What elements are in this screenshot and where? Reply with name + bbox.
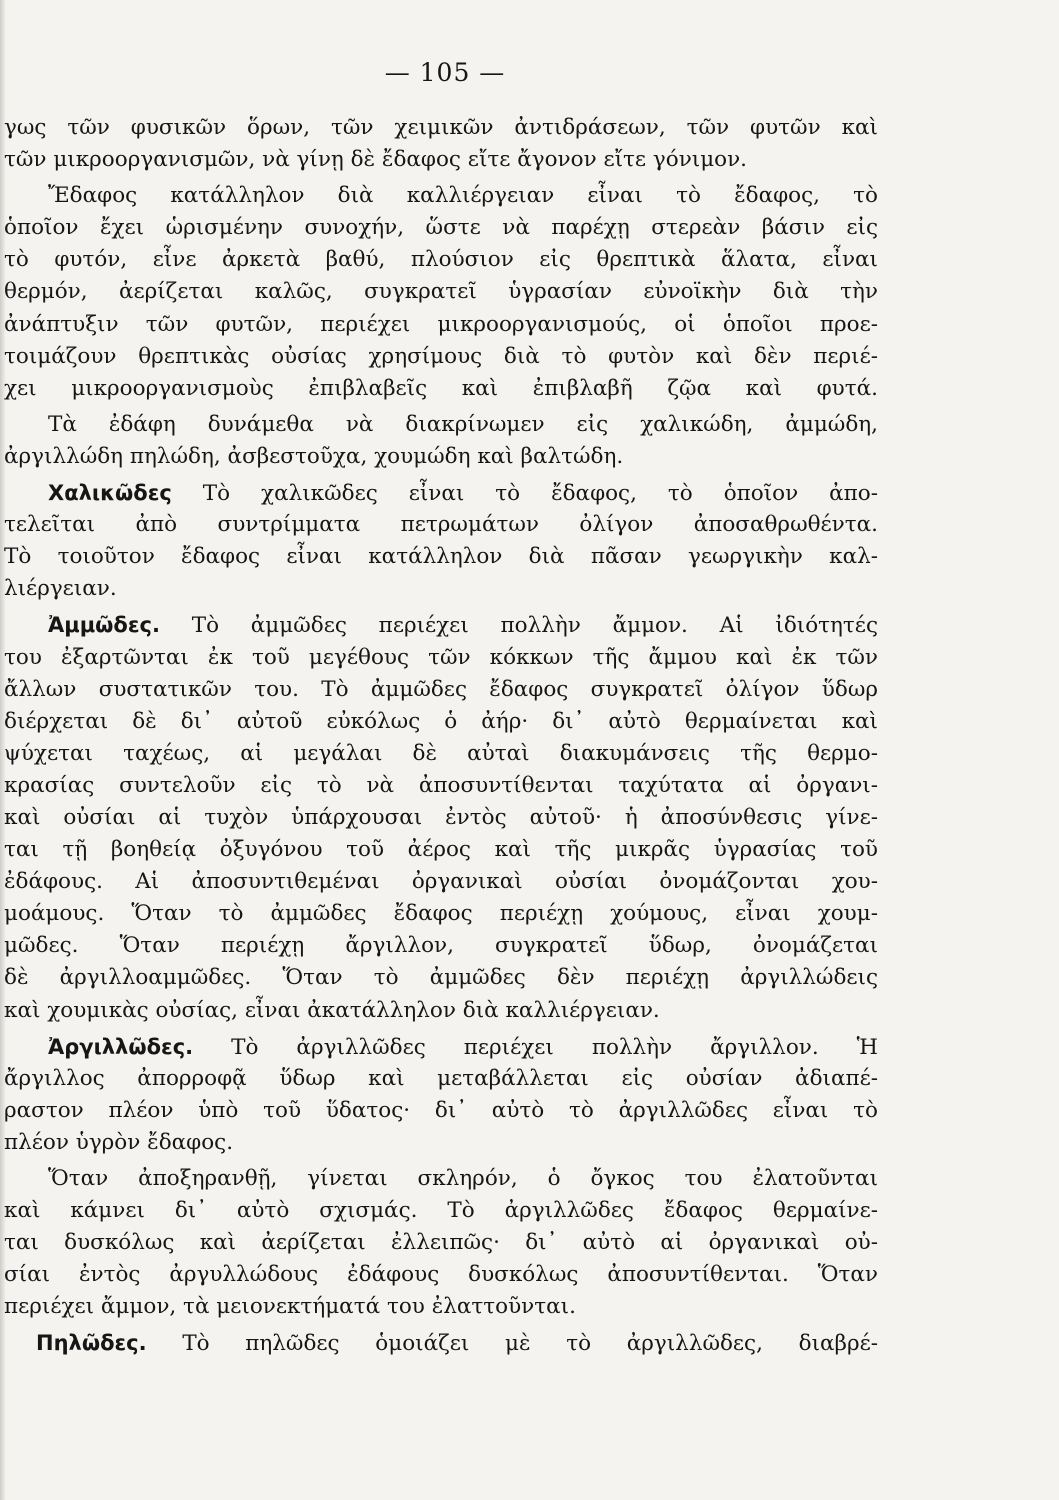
text-line xyxy=(4,1259,878,1291)
line-text: ται δυσκόλως καὶ ἀερίζεται ἐλλειπῶς· δι᾽ αὐτὸ αἱ ὀργανικαὶ οὐ- xyxy=(4,1230,878,1256)
text-line xyxy=(4,477,878,509)
line-text: καὶ οὐσίαι αἱ τυχὸν ὑπάρχουσαι ἐντὸς αὐτοῦ· ἡ ἀποσύνθεσις γίνε- xyxy=(4,804,878,830)
line-text: Τὸ ἀμμῶδες περιέχει πολλὴν ἄμμον. Αἱ ἰδιότητές xyxy=(191,613,878,639)
text-line xyxy=(4,373,878,405)
line-text: μῶδες. Ὅταν περιέχῃ ἄργιλλον, συγκρατεῖ ὕδωρ, ὀνομάζεται xyxy=(4,933,878,959)
line-text: ραστον πλέον ὑπὸ τοῦ ὕδατος· δι᾽ αὐτὸ τὸ ἀργιλλῶδες εἶναι τὸ xyxy=(4,1097,878,1123)
text-line xyxy=(4,1163,878,1195)
line-text: τελεῖται ἀπὸ συντρίμματα πετρωμάτων ὀλίγον ἀποσαθρωθέντα. xyxy=(4,512,878,538)
line-text: λιέργειαν. xyxy=(4,576,117,602)
line-text: Τὰ ἐδάφη δυνάμεθα νὰ διακρίνωμεν εἰς χαλικώδη, ἀμμώδη, xyxy=(48,411,878,437)
line-text: ἀργιλλώδη πηλώδη, ἀσβεστοῦχα, χουμώδη καὶ βαλτώδη. xyxy=(4,443,624,469)
line-text: καὶ κάμνει δι᾽ αὐτὸ σχισμάς. Τὸ ἀργιλλῶδες ἔδαφος θερμαίνε- xyxy=(4,1198,878,1224)
text-line xyxy=(4,573,878,605)
line-text: του ἐξαρτῶνται ἐκ τοῦ μεγέθους τῶν κόκκων τῆς ἄμμου καὶ ἐκ τῶν xyxy=(4,644,878,670)
text-line xyxy=(4,674,878,706)
text-line xyxy=(4,1195,878,1227)
line-text: τὸ φυτόν, εἶνε ἀρκετὰ βαθύ, πλούσιον εἰς θρεπτικὰ ἅλατα, εἶναι xyxy=(4,247,878,273)
line-text: ἄργιλλος ἀπορροφᾷ ὕδωρ καὶ μεταβάλλεται εἰς οὐσίαν ἀδιαπέ- xyxy=(4,1065,878,1091)
text-line xyxy=(4,112,878,144)
line-text: ψύχεται ταχέως, αἱ μεγάλαι δὲ αὐταὶ διακυμάνσεις τῆς θερμο- xyxy=(4,740,878,766)
text-line xyxy=(4,1327,878,1359)
text-line xyxy=(4,930,878,962)
section-heading: Πηλῶδες. xyxy=(36,1331,147,1356)
section-heading: Ἀμμῶδες. xyxy=(48,613,160,638)
text-line xyxy=(4,1031,878,1063)
line-text: ἐδάφους. Αἱ ἀποσυντιθεμέναι ὀργανικαὶ οὐσίαι ὀνομάζονται χου- xyxy=(4,869,878,895)
line-text: ὁποῖον ἔχει ὡρισμένην συνοχήν, ὥστε νὰ παρέχῃ στερεὰν βάσιν εἰς xyxy=(4,215,878,241)
line-text: Ὅταν ἀποξηρανθῇ, γίνεται σκληρόν, ὁ ὄγκος του ἐλατοῦνται xyxy=(48,1166,878,1191)
page-number: — 105 — xyxy=(384,58,506,87)
text-line xyxy=(4,995,878,1027)
line-text: Τὸ πηλῶδες ὁμοιάζει μὲ τὸ ἀργιλλῶδες, διαβρέ- xyxy=(182,1331,878,1357)
line-text: περιέχει ἄμμον, τὰ μειονεκτήματά του ἐλαττοῦνται. xyxy=(4,1294,576,1320)
line-text: διέρχεται δὲ δι᾽ αὐτοῦ εὐκόλως ὁ ἀήρ· δι᾽ αὐτὸ θερμαίνεται καὶ xyxy=(4,708,878,734)
line-text: Τὸ τοιοῦτον ἔδαφος εἶναι κατάλληλον διὰ πᾶσαν γεωργικὴν καλ- xyxy=(4,544,878,570)
text-line xyxy=(4,180,878,212)
section-heading: Ἀργιλλῶδες. xyxy=(48,1034,194,1059)
text-line xyxy=(4,1291,878,1323)
body-text xyxy=(4,112,878,1360)
text-line xyxy=(4,962,878,994)
text-line xyxy=(4,244,878,276)
text-line xyxy=(4,341,878,373)
line-text: Τὸ χαλικῶδες εἶναι τὸ ἔδαφος, τὸ ὁποῖον ἀπο- xyxy=(202,481,878,507)
text-line xyxy=(4,441,878,473)
text-line xyxy=(4,706,878,738)
line-text: γως τῶν φυσικῶν ὅρων, τῶν χειμικῶν ἀντιδράσεων, τῶν φυτῶν καὶ xyxy=(4,115,878,140)
line-text: ἀνάπτυξιν τῶν φυτῶν, περιέχει μικροοργανισμούς, οἱ ὁποῖοι προε- xyxy=(4,311,878,337)
text-line xyxy=(4,212,878,244)
line-text: καὶ χουμικὰς οὐσίας, εἶναι ἀκατάλληλον διὰ καλλιέργειαν. xyxy=(4,997,660,1023)
text-line xyxy=(4,770,878,802)
text-line xyxy=(4,144,878,176)
line-text: Τὸ ἀργιλλῶδες περιέχει πολλὴν ἄργιλλον. Ἡ xyxy=(231,1034,878,1060)
line-text: σίαι ἐντὸς ἀργυλλώδους ἐδάφους δυσκόλως ἀποσυντίθενται. Ὅταν xyxy=(4,1262,878,1288)
text-line xyxy=(4,541,878,573)
text-line xyxy=(4,509,878,541)
text-line xyxy=(4,309,878,341)
text-line xyxy=(4,276,878,308)
line-text: Ἔδαφος κατάλληλον διὰ καλλιέργειαν εἶναι τὸ ἔδαφος, τὸ xyxy=(48,183,878,209)
text-line xyxy=(4,738,878,770)
line-text: τοιμάζουν θρεπτικὰς οὐσίας χρησίμους διὰ τὸ φυτὸν καὶ δὲν περιέ- xyxy=(4,343,878,369)
line-text: ἄλλων συστατικῶν του. Τὸ ἀμμῶδες ἔδαφος συγκρατεῖ ὀλίγον ὕδωρ xyxy=(4,676,878,702)
text-line xyxy=(4,409,878,441)
text-line xyxy=(4,802,878,834)
line-text: μοάμους. Ὅταν τὸ ἀμμῶδες ἔδαφος περιέχῃ χούμους, εἶναι χουμ- xyxy=(4,901,878,927)
text-line xyxy=(4,609,878,641)
text-line xyxy=(4,866,878,898)
text-line xyxy=(4,1095,878,1127)
line-text: πλέον ὑγρὸν ἔδαφος. xyxy=(4,1129,234,1155)
text-line xyxy=(4,1227,878,1259)
line-text: χει μικροοργανισμοὺς ἐπιβλαβεῖς καὶ ἐπιβλαβῆ ζῷα καὶ φυτά. xyxy=(4,375,878,401)
line-text: τῶν μικροοργανισμῶν, νὰ γίνῃ δὲ ἔδαφος εἴτε ἄγονον εἴτε γόνιμον. xyxy=(4,147,748,173)
line-text: ται τῇ βοηθείᾳ ὀξυγόνου τοῦ ἀέρος καὶ τῆς μικρᾶς ὑγρασίας τοῦ xyxy=(4,837,878,863)
line-text: δὲ ἀργιλλοαμμῶδες. Ὅταν τὸ ἀμμῶδες δὲν περιέχῃ ἀργιλλώδεις xyxy=(4,965,878,991)
text-line xyxy=(4,1127,878,1159)
text-line xyxy=(4,834,878,866)
text-line xyxy=(4,1063,878,1095)
line-text: κρασίας συντελοῦν εἰς τὸ νὰ ἀποσυντίθενται ταχύτατα αἱ ὀργανι- xyxy=(4,772,878,798)
line-text: θερμόν, ἀερίζεται καλῶς, συγκρατεῖ ὑγρασίαν εὐνοϊκὴν διὰ τὴν xyxy=(4,279,878,305)
section-heading: Χαλικῶδες xyxy=(48,481,172,506)
text-line xyxy=(4,642,878,674)
text-line xyxy=(4,898,878,930)
